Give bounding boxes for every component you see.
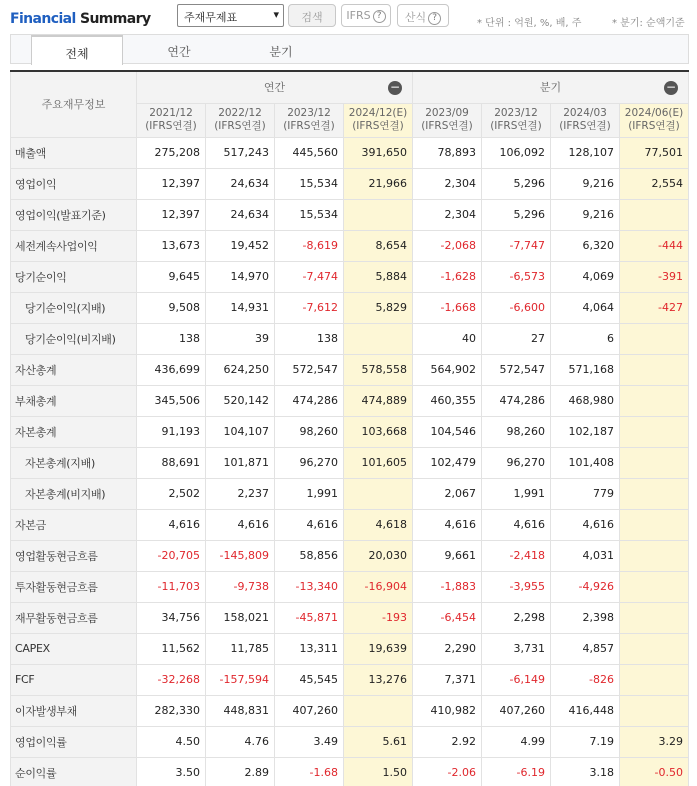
table-cell: 19,452 <box>206 230 275 261</box>
table-cell: 2.92 <box>413 726 482 757</box>
quarter-group-label: 분기 <box>539 81 562 95</box>
column-basis: (IFRS연결) <box>214 120 266 132</box>
table-cell: 520,142 <box>206 385 275 416</box>
table-cell: 4.50 <box>137 726 206 757</box>
table-cell: 101,605 <box>344 447 413 478</box>
table-row <box>11 540 689 571</box>
table-cell: 88,691 <box>137 447 206 478</box>
table-row <box>11 261 689 292</box>
table-row <box>11 509 689 540</box>
column-header <box>275 103 344 137</box>
annual-group-label: 연간 <box>263 81 286 95</box>
table-cell <box>620 323 689 354</box>
row-label: 자본총계 <box>11 416 137 447</box>
table-cell <box>620 664 689 695</box>
table-cell: 128,107 <box>551 137 620 168</box>
table-cell: 45,545 <box>275 664 344 695</box>
column-period: 2023/12 <box>287 107 331 119</box>
table-cell: 13,673 <box>137 230 206 261</box>
table-row <box>11 633 689 664</box>
table-cell: 564,902 <box>413 354 482 385</box>
table-cell: 7.19 <box>551 726 620 757</box>
table-cell: 9,216 <box>551 168 620 199</box>
row-label: 당기순이익(비지배) <box>11 323 137 354</box>
table-cell: -32,268 <box>137 664 206 695</box>
table-cell <box>620 416 689 447</box>
table-cell: 2,237 <box>206 478 275 509</box>
table-cell <box>344 199 413 230</box>
column-header <box>551 103 620 137</box>
table-row <box>11 695 689 726</box>
table-cell: 282,330 <box>137 695 206 726</box>
table-row <box>11 664 689 695</box>
column-period: 2023/09 <box>425 107 469 119</box>
table-row <box>11 323 689 354</box>
table-cell: 4,616 <box>482 509 551 540</box>
table-cell: 14,931 <box>206 292 275 323</box>
title-part1: Financial <box>10 11 76 27</box>
table-corner-header: 주요재무정보 <box>11 71 137 137</box>
table-cell: 4,031 <box>551 540 620 571</box>
table-row <box>11 137 689 168</box>
table-cell: 2,067 <box>413 478 482 509</box>
table-cell: 275,208 <box>137 137 206 168</box>
column-period: 2021/12 <box>149 107 193 119</box>
table-cell: 2.89 <box>206 757 275 786</box>
row-label: 당기순이익(지배) <box>11 292 137 323</box>
table-cell: -3,955 <box>482 571 551 602</box>
table-cell: 14,970 <box>206 261 275 292</box>
table-cell: -2.06 <box>413 757 482 786</box>
page-title <box>10 11 150 27</box>
table-cell: 15,534 <box>275 199 344 230</box>
table-row <box>11 447 689 478</box>
help-icon: ? <box>373 10 386 23</box>
table-cell: -6,454 <box>413 602 482 633</box>
collapse-quarter-icon[interactable]: − <box>665 80 677 94</box>
table-cell: 39 <box>206 323 275 354</box>
unit-note: * 단위 : 억원, %, 배, 주 <box>477 18 582 29</box>
table-cell: 3.49 <box>275 726 344 757</box>
table-cell: -1.68 <box>275 757 344 786</box>
table-cell: 3.50 <box>137 757 206 786</box>
table-cell: -157,594 <box>206 664 275 695</box>
table-cell: -16,904 <box>344 571 413 602</box>
table-cell: 572,547 <box>275 354 344 385</box>
table-cell <box>620 385 689 416</box>
table-cell: 624,250 <box>206 354 275 385</box>
table-cell: 2,298 <box>482 602 551 633</box>
table-cell: -145,809 <box>206 540 275 571</box>
period-tabs <box>10 34 689 64</box>
table-cell: 5,296 <box>482 168 551 199</box>
table-cell: 436,699 <box>137 354 206 385</box>
column-header <box>620 103 689 137</box>
table-cell: 24,634 <box>206 199 275 230</box>
column-period: 2024/12(E) <box>348 107 408 119</box>
table-cell: 103,668 <box>344 416 413 447</box>
table-cell: 20,030 <box>344 540 413 571</box>
table-cell: -45,871 <box>275 602 344 633</box>
table-cell: 2,304 <box>413 199 482 230</box>
table-cell: 6 <box>551 323 620 354</box>
header-bar <box>0 0 697 34</box>
table-cell: 4,616 <box>275 509 344 540</box>
table-cell: 27 <box>482 323 551 354</box>
column-period: 2023/12 <box>494 107 538 119</box>
search-button[interactable]: 검색 <box>288 4 336 27</box>
column-basis: (IFRS연결) <box>145 120 197 132</box>
column-basis: (IFRS연결) <box>421 120 473 132</box>
statement-type-select[interactable] <box>177 4 284 27</box>
ifrs-help-button[interactable] <box>341 4 391 27</box>
select-value: 주재무제표 <box>184 11 238 24</box>
table-cell: -427 <box>620 292 689 323</box>
table-cell: 4,616 <box>413 509 482 540</box>
column-header <box>137 103 206 137</box>
table-cell: -20,705 <box>137 540 206 571</box>
table-cell: 77,501 <box>620 137 689 168</box>
table-cell: 11,562 <box>137 633 206 664</box>
row-label: 영업이익률 <box>11 726 137 757</box>
table-cell: 78,893 <box>413 137 482 168</box>
table-cell: 2,304 <box>413 168 482 199</box>
table-cell: 474,889 <box>344 385 413 416</box>
table-cell: -7,747 <box>482 230 551 261</box>
table-cell: 19,639 <box>344 633 413 664</box>
table-cell: 4,618 <box>344 509 413 540</box>
table-cell: 96,270 <box>275 447 344 478</box>
table-cell <box>620 695 689 726</box>
ifrs-label: IFRS <box>346 9 371 22</box>
chevron-down-icon: ▾ <box>273 8 279 21</box>
table-cell: 98,260 <box>275 416 344 447</box>
table-cell: -2,418 <box>482 540 551 571</box>
table-cell: -1,668 <box>413 292 482 323</box>
table-cell: 6,320 <box>551 230 620 261</box>
column-basis: (IFRS연결) <box>628 120 680 132</box>
table-cell: 572,547 <box>482 354 551 385</box>
table-cell: 578,558 <box>344 354 413 385</box>
row-label: 순이익률 <box>11 757 137 786</box>
table-cell: 474,286 <box>482 385 551 416</box>
table-cell: -391 <box>620 261 689 292</box>
table-cell: 2,502 <box>137 478 206 509</box>
table-cell: 410,982 <box>413 695 482 726</box>
table-row <box>11 292 689 323</box>
table-cell: 11,785 <box>206 633 275 664</box>
row-label: 투자활동현금흐름 <box>11 571 137 602</box>
table-cell: 5,296 <box>482 199 551 230</box>
table-cell <box>344 323 413 354</box>
row-label: 영업이익(발표기준) <box>11 199 137 230</box>
table-cell: -6,149 <box>482 664 551 695</box>
table-cell: -11,703 <box>137 571 206 602</box>
column-basis: (IFRS연결) <box>490 120 542 132</box>
table-cell: 468,980 <box>551 385 620 416</box>
row-label: 매출액 <box>11 137 137 168</box>
table-cell <box>344 478 413 509</box>
table-cell: 416,448 <box>551 695 620 726</box>
table-cell: -6,600 <box>482 292 551 323</box>
financial-summary-table <box>10 70 689 786</box>
table-cell: 9,645 <box>137 261 206 292</box>
table-cell: -9,738 <box>206 571 275 602</box>
table-cell: 1,991 <box>275 478 344 509</box>
column-basis: (IFRS연결) <box>559 120 611 132</box>
collapse-annual-icon[interactable]: − <box>389 80 401 94</box>
column-header <box>413 103 482 137</box>
quarter-basis-note: * 분기: 순액기준 <box>612 18 685 29</box>
table-cell: 96,270 <box>482 447 551 478</box>
table-row <box>11 354 689 385</box>
annual-group-header <box>137 71 413 103</box>
table-cell: 445,560 <box>275 137 344 168</box>
table-cell: 5,884 <box>344 261 413 292</box>
table-row <box>11 602 689 633</box>
table-cell: 1,991 <box>482 478 551 509</box>
table-cell: 58,856 <box>275 540 344 571</box>
table-cell <box>620 354 689 385</box>
table-cell <box>620 478 689 509</box>
table-row <box>11 757 689 786</box>
column-basis: (IFRS연결) <box>283 120 335 132</box>
table-cell: 3.18 <box>551 757 620 786</box>
table-cell: -6.19 <box>482 757 551 786</box>
table-cell: 3.29 <box>620 726 689 757</box>
table-cell: 104,107 <box>206 416 275 447</box>
table-cell: 407,260 <box>275 695 344 726</box>
table-cell: 391,650 <box>344 137 413 168</box>
table-cell: -1,883 <box>413 571 482 602</box>
table-cell: 24,634 <box>206 168 275 199</box>
formula-label: 산식 <box>404 11 427 24</box>
table-cell: 4.99 <box>482 726 551 757</box>
row-label: 세전계속사업이익 <box>11 230 137 261</box>
column-header <box>482 103 551 137</box>
table-cell: -1,628 <box>413 261 482 292</box>
table-cell: 21,966 <box>344 168 413 199</box>
column-period: 2022/12 <box>218 107 262 119</box>
title-part2: Summary <box>75 11 151 27</box>
table-cell <box>620 602 689 633</box>
table-cell: 779 <box>551 478 620 509</box>
formula-help-button[interactable] <box>397 4 449 27</box>
table-cell <box>620 199 689 230</box>
table-row <box>11 385 689 416</box>
table-cell: -0.50 <box>620 757 689 786</box>
table-cell: 9,508 <box>137 292 206 323</box>
table-cell: 101,408 <box>551 447 620 478</box>
table-cell: 5.61 <box>344 726 413 757</box>
table-cell: -7,474 <box>275 261 344 292</box>
table-cell: -444 <box>620 230 689 261</box>
table-cell: 571,168 <box>551 354 620 385</box>
table-cell: 474,286 <box>275 385 344 416</box>
table-cell: 1.50 <box>344 757 413 786</box>
table-cell: 4,616 <box>137 509 206 540</box>
table-cell: 407,260 <box>482 695 551 726</box>
table-cell: 8,654 <box>344 230 413 261</box>
row-label: 영업이익 <box>11 168 137 199</box>
table-cell: 158,021 <box>206 602 275 633</box>
table-cell: 15,534 <box>275 168 344 199</box>
table-cell: 3,731 <box>482 633 551 664</box>
table-cell: 9,216 <box>551 199 620 230</box>
table-cell: 448,831 <box>206 695 275 726</box>
table-cell: 138 <box>137 323 206 354</box>
table-cell <box>620 540 689 571</box>
table-cell: -13,340 <box>275 571 344 602</box>
table-cell: 102,479 <box>413 447 482 478</box>
table-cell <box>620 571 689 602</box>
table-cell <box>620 447 689 478</box>
table-cell: 12,397 <box>137 168 206 199</box>
table-cell: 517,243 <box>206 137 275 168</box>
table-cell: 5,829 <box>344 292 413 323</box>
table-row <box>11 571 689 602</box>
tab-quarter[interactable]: 분기 <box>269 45 293 59</box>
table-cell: 7,371 <box>413 664 482 695</box>
table-cell: 98,260 <box>482 416 551 447</box>
table-row <box>11 199 689 230</box>
table-cell: 13,276 <box>344 664 413 695</box>
table-cell: 13,311 <box>275 633 344 664</box>
row-label: 부채총계 <box>11 385 137 416</box>
column-period: 2024/06(E) <box>624 107 684 119</box>
quarter-group-header <box>413 71 689 103</box>
table-cell: -8,619 <box>275 230 344 261</box>
table-cell: 4,069 <box>551 261 620 292</box>
row-label: FCF <box>11 664 137 695</box>
row-label: 자본총계(비지배) <box>11 478 137 509</box>
table-cell: 104,546 <box>413 416 482 447</box>
row-label: 영업활동현금흐름 <box>11 540 137 571</box>
row-label: CAPEX <box>11 633 137 664</box>
table-row <box>11 168 689 199</box>
column-basis: (IFRS연결) <box>352 120 404 132</box>
row-label: 재무활동현금흐름 <box>11 602 137 633</box>
table-cell: 4,616 <box>551 509 620 540</box>
table-cell: 102,187 <box>551 416 620 447</box>
table-cell: -193 <box>344 602 413 633</box>
tab-annual[interactable]: 연간 <box>167 45 191 59</box>
column-period: 2024/03 <box>563 107 607 119</box>
table-row <box>11 726 689 757</box>
table-cell: -6,573 <box>482 261 551 292</box>
table-row <box>11 478 689 509</box>
table-cell: 345,506 <box>137 385 206 416</box>
help-icon: ? <box>428 12 441 25</box>
table-cell: 2,398 <box>551 602 620 633</box>
row-label: 자산총계 <box>11 354 137 385</box>
table-cell: 4,064 <box>551 292 620 323</box>
row-label: 당기순이익 <box>11 261 137 292</box>
table-cell: 4,857 <box>551 633 620 664</box>
row-label: 자본총계(지배) <box>11 447 137 478</box>
table-cell: 12,397 <box>137 199 206 230</box>
table-cell: 4,616 <box>206 509 275 540</box>
table-row <box>11 416 689 447</box>
column-header <box>206 103 275 137</box>
table-cell: -826 <box>551 664 620 695</box>
table-cell <box>344 695 413 726</box>
table-cell: 9,661 <box>413 540 482 571</box>
tab-all[interactable]: 전체 <box>31 35 123 65</box>
table-cell: 2,290 <box>413 633 482 664</box>
table-cell: -4,926 <box>551 571 620 602</box>
table-cell <box>620 633 689 664</box>
row-label: 이자발생부채 <box>11 695 137 726</box>
table-cell: 4.76 <box>206 726 275 757</box>
table-cell <box>620 509 689 540</box>
table-cell: 106,092 <box>482 137 551 168</box>
column-header <box>344 103 413 137</box>
table-cell: 460,355 <box>413 385 482 416</box>
table-cell: -7,612 <box>275 292 344 323</box>
table-cell: 34,756 <box>137 602 206 633</box>
row-label: 자본금 <box>11 509 137 540</box>
table-row <box>11 230 689 261</box>
table-cell: 40 <box>413 323 482 354</box>
table-cell: 101,871 <box>206 447 275 478</box>
table-cell: 138 <box>275 323 344 354</box>
table-cell: 91,193 <box>137 416 206 447</box>
table-cell: -2,068 <box>413 230 482 261</box>
table-cell: 2,554 <box>620 168 689 199</box>
